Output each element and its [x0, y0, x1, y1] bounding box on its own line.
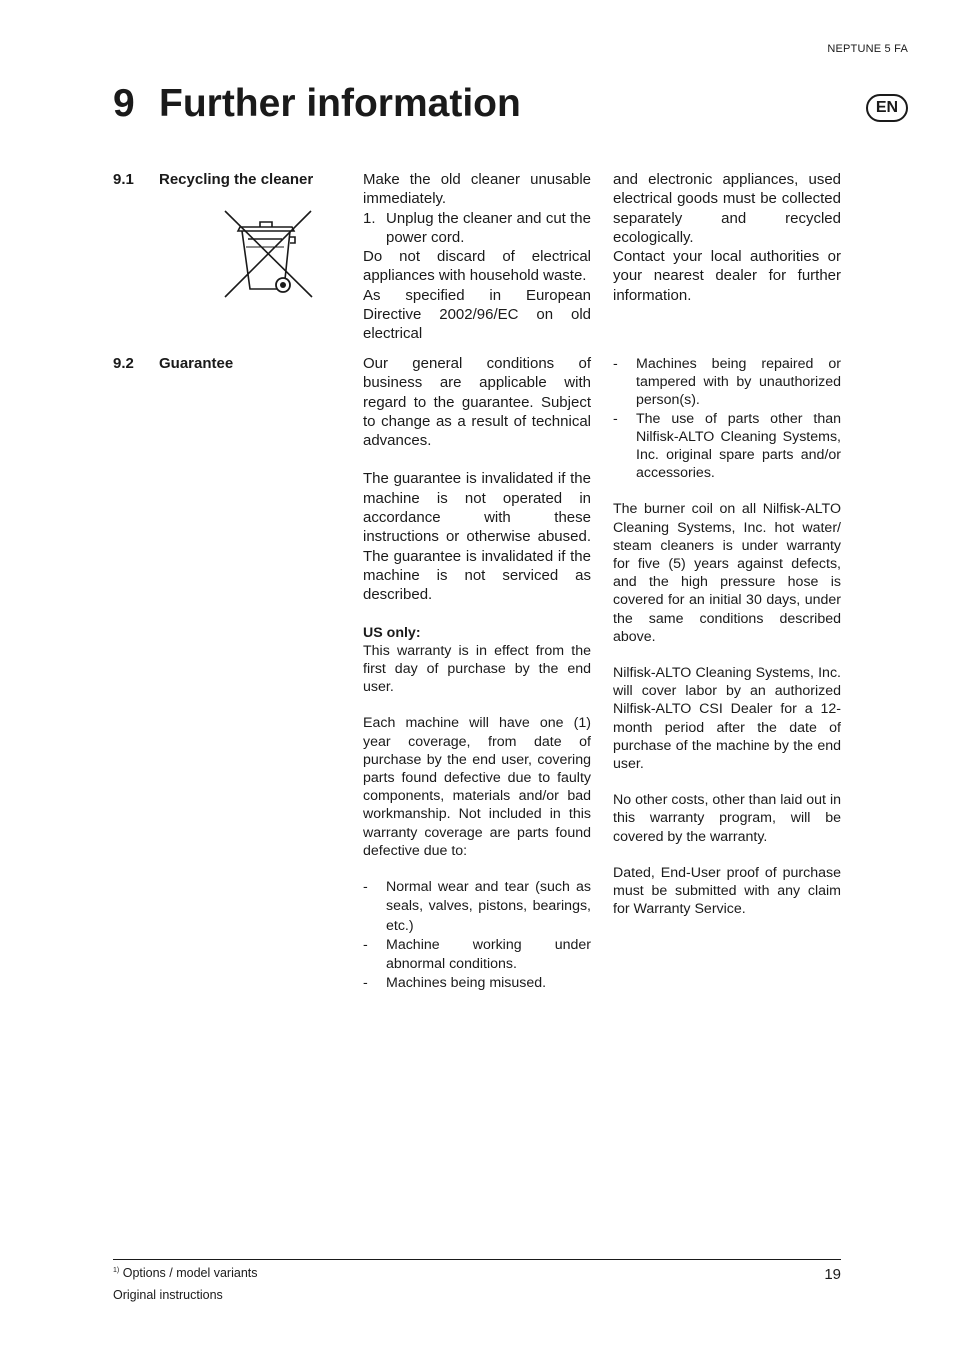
section-heading-guarantee [113, 355, 233, 372]
language-badge: EN [866, 94, 908, 122]
bullet-marker: - [613, 356, 618, 372]
list-item [363, 878, 591, 936]
paragraph: The guarantee is invalidated if the machine is not operated in accordance with these instructions or otherwise abused. The guarantee is invalidated if the machine is not serviced as described. [363, 470, 591, 604]
guarantee-column-1 [363, 354, 591, 994]
footnote [113, 1266, 258, 1280]
paragraph: Our general conditions of business are applicable with regard to the guarantee. Subject to change as a result of technical advances. [363, 355, 591, 450]
list-item [613, 410, 841, 483]
section-title: Guarantee [159, 355, 234, 372]
section-title: Recycling the cleaner [159, 171, 314, 188]
paragraph: This warranty is in effect from the first day of purchase by the end user. [363, 642, 591, 696]
bullet-marker: - [363, 975, 368, 992]
paragraph: and electronic appliances, used electrical goods must be collected separately and recycled ecologically. [613, 171, 841, 246]
paragraph: As specified in European Directive 2002/96/EC on old electrical [363, 286, 591, 343]
original-instructions-note: Original instructions [113, 1288, 223, 1302]
paragraph: Nilfisk-ALTO Cleaning Systems, Inc. will cover labor by an authorized Nilfisk-ALTO CSI Dealer for a 12-month period after the date of purchase of the machine by the end user. [613, 665, 841, 773]
list-item-text: Machines being misused. [386, 975, 547, 992]
section-number: 9.2 [113, 355, 134, 372]
page-number: 19 [824, 1266, 841, 1283]
recycling-column-1 [363, 170, 591, 344]
recycling-column-2 [613, 170, 841, 305]
footnote-marker: 1) [113, 1267, 120, 1274]
bullet-marker: - [613, 410, 618, 427]
list-item-text: The use of parts other than Nilfisk-ALTO Cleaning Systems, Inc. original spare parts and/or accessories. [636, 410, 841, 482]
page-title [113, 82, 521, 126]
model-name: NEPTUNE 5 FA [827, 43, 908, 55]
bullet-marker: - [363, 936, 368, 953]
bullet-marker: - [363, 879, 368, 895]
list-item-text: Normal wear and tear (such as seals, valves, pistons, bearings, etc.) [386, 879, 591, 934]
paragraph: Contact your local authorities or your nearest dealer for further information. [613, 248, 841, 304]
guarantee-column-2 [613, 355, 841, 936]
paragraph: Dated, End-User proof of purchase must be submitted with any claim for Warranty Service. [613, 864, 841, 918]
chapter-number: 9 [113, 82, 135, 125]
list-item [363, 974, 591, 993]
list-item-text: Machine working under abnormal conditions. [386, 936, 591, 973]
step-text: Unplug the cleaner and cut the power cord. [386, 209, 591, 246]
paragraph: Do not discard of electrical appliances with household waste. [363, 248, 591, 285]
section-heading-recycling [113, 171, 313, 188]
footnote-text: Options / model variants [122, 1266, 258, 1280]
section-number: 9.1 [113, 171, 134, 188]
list-item [613, 355, 841, 410]
list-item [363, 936, 591, 975]
footer-divider [113, 1259, 841, 1260]
paragraph: The burner coil on all Nilfisk-ALTO Cleaning Systems, Inc. hot water/ steam cleaners is under warranty for five (5) years against defects, and the high pressure hose is covered for an initial 30 days, under the same conditions described above. [613, 501, 841, 645]
paragraph: No other costs, other than laid out in this warranty program, will be covered by the warranty. [613, 792, 841, 845]
step-number: 1. [363, 209, 376, 227]
paragraph: Each machine will have one (1) year coverage, from date of purchase by the end user, covering parts found defective due to faulty components, materials and/or bad workmanship. Not included in this warranty coverage are parts found defective due to: [363, 715, 591, 859]
chapter-title: Further information [159, 82, 521, 125]
numbered-step [363, 209, 591, 248]
list-item-text: Machines being repaired or tampered with by unauthorized person(s). [636, 356, 841, 409]
paragraph: Make the old cleaner unusable immediately. [363, 171, 591, 208]
crossed-out-wheelie-bin-icon [222, 207, 314, 301]
us-only-heading: US only: [363, 624, 421, 641]
